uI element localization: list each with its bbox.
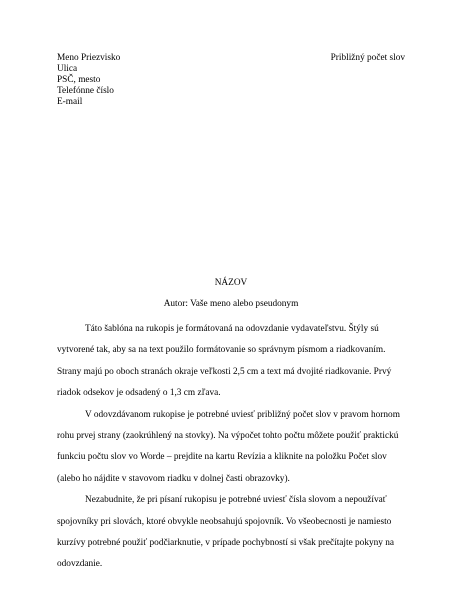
- body-paragraph: Táto šablóna na rukopis je formátovaná na odovzdanie vydavateľstvu. Štýly sú vytvorené tak, aby sa na text použilo formátovanie so správnym písmom a riadkovaním. Strany majú po oboch stranách okraje veľkosti 2,5 cm a text má dvojité riadkovanie. Prvý riadok odsekov je odsadený o 1,3 cm zľava.: [57, 324, 392, 399]
- manuscript-body: [57, 319, 409, 576]
- body-paragraph: V odovzdávanom rukopise je potrebné uviesť približný počet slov v pravom hornom rohu prvej strany (zaokrúhlený na stovky). Na výpočet tohto počtu môžete použiť praktickú funkciu počtu slov vo Worde – prejdite na kartu Revízia a kliknite na položku Počet slov (alebo ho nájdite v stavovom riadku v dolnej časti obrazovky).: [57, 409, 400, 484]
- manuscript-title: NÁZOV: [214, 278, 248, 288]
- body-paragraph: Nezabudnite, že pri písaní rukopisu je potrebné uviesť čísla slovom a nepoužívať spojovníky pri slovách, ktoré obvykle neobsahujú spojovník. Vo všeobecnosti je namiesto kurzívy potrebné použiť podčiarknutie, v prípade pochybností si však prečítajte pokyny na odovzdanie.: [57, 495, 395, 570]
- author-email: E-mail: [57, 97, 83, 107]
- author-postal-city: PSČ, mesto: [57, 75, 101, 85]
- author-phone: Telefónne číslo: [57, 86, 114, 96]
- author-street: Ulica: [57, 64, 78, 74]
- author-contact-block: [57, 53, 120, 108]
- author-name: Meno Priezvisko: [57, 53, 121, 63]
- word-count-label: Približný počet slov: [330, 53, 405, 63]
- author-byline: Autor: Vaše meno alebo pseudonym: [163, 299, 299, 309]
